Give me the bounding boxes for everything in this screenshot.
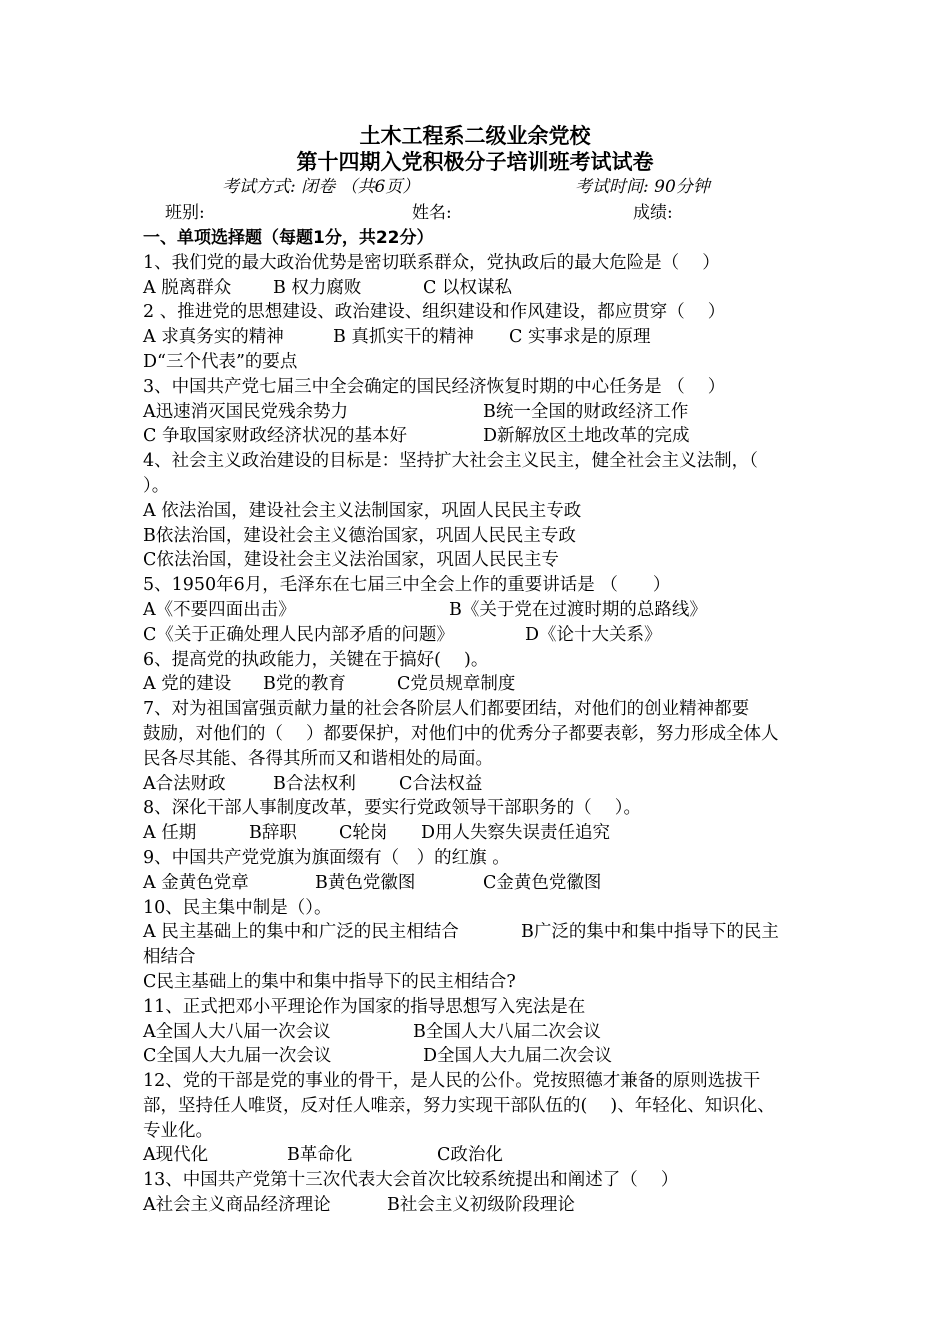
question-7-options xyxy=(143,772,813,797)
option-b: B 权力腐败 xyxy=(273,277,362,298)
option-a: A 脱离群众 xyxy=(143,277,232,298)
option-b-cont: 相结合 xyxy=(143,947,196,968)
question-5-options-ab xyxy=(143,598,813,623)
question-6: 6、提高党的执政能力，关键在于搞好( )。 xyxy=(143,649,489,670)
option-a: A迅速消灭国民党残余势力 xyxy=(143,401,349,422)
question-4: 4、社会主义政治建设的目标是：坚持扩大社会主义民主，健全社会主义法制，（ xyxy=(143,451,758,472)
exam-time: 考试时间: 90分钟 xyxy=(575,177,710,197)
option-c: C全国人大九届一次会议 xyxy=(143,1046,332,1067)
question-3-options-ab xyxy=(143,400,813,425)
option-c: C依法治国，建设社会主义法治国家，巩固人民民主专 xyxy=(143,550,559,571)
question-8-options xyxy=(143,821,813,846)
question-3: 3、中国共产党七届三中全会确定的国民经济恢复时期的中心任务是 （ ） xyxy=(143,376,726,397)
option-a: A 党的建设 xyxy=(143,674,232,695)
option-c: C民主基础上的集中和集中指导下的民主相结合? xyxy=(143,971,516,992)
question-5: 5、1950年6月，毛泽东在七届三中全会上作的重要讲话是 （ ） xyxy=(143,575,671,596)
option-b: B依法治国，建设社会主义德治国家，巩固人民民主专政 xyxy=(143,525,576,546)
option-a: A 任期 xyxy=(143,823,197,844)
score-field-label: 成绩: xyxy=(633,203,673,223)
question-9: 9、中国共产党党旗为旗面缀有（ ）的红旗 。 xyxy=(143,847,510,868)
option-a: A 民主基础上的集中和广泛的民主相结合 xyxy=(143,922,459,943)
exam-title-course: 第十四期入党积极分子培训班考试试卷 xyxy=(296,150,654,174)
question-8: 8、深化干部人事制度改革，要实行党政领导干部职务的（ ）。 xyxy=(143,798,641,819)
option-d: D用人失察失误责任追究 xyxy=(421,823,611,844)
question-1-options xyxy=(143,276,813,301)
option-b: B辞职 xyxy=(249,823,297,844)
name-field-label: 姓名: xyxy=(412,203,452,223)
question-12-cont: 部，坚持任人唯贤，反对任人唯亲，努力实现干部队伍的( )、年轻化、知识化、 xyxy=(143,1095,775,1116)
question-7-cont: 鼓励，对他们的（ ）都要保护，对他们中的优秀分子都要表彰，努力形成全体人 xyxy=(143,723,779,744)
option-a: A社会主义商品经济理论 xyxy=(143,1195,331,1216)
question-11: 11、正式把邓小平理论作为国家的指导思想写入宪法是在 xyxy=(143,996,586,1017)
option-a: A 求真务实的精神 xyxy=(143,327,284,348)
question-7: 7、对为祖国富强贡献力量的社会各阶层人们都要团结，对他们的创业精神都要 xyxy=(143,699,750,720)
question-7-cont: 民各尽其能、各得其所而又和谐相处的局面。 xyxy=(143,748,493,769)
option-b: B 真抓实干的精神 xyxy=(333,327,474,348)
option-b: B党的教育 xyxy=(263,674,346,695)
option-a: A合法财政 xyxy=(143,773,226,794)
option-b: B广泛的集中和集中指导下的民主 xyxy=(521,922,779,943)
option-d: D新解放区土地改革的完成 xyxy=(483,426,690,447)
exam-method: 考试方式: 闭卷 （共6页） xyxy=(222,177,420,197)
section-heading: 一、单项选择题（每题1分，共22分） xyxy=(143,228,434,248)
exam-body xyxy=(143,226,813,1218)
question-10-options-ab xyxy=(143,920,813,945)
question-13: 13、中国共产党第十三次代表大会首次比较系统提出和阐述了（ ） xyxy=(143,1170,679,1191)
option-b: B黄色党徽图 xyxy=(315,872,416,893)
option-b: B《关于党在过渡时期的总路线》 xyxy=(449,599,707,620)
question-4-cont: ）。 xyxy=(143,475,170,496)
option-a: A现代化 xyxy=(143,1145,209,1166)
question-12-cont: 专业化。 xyxy=(143,1120,213,1141)
option-b: B全国人大八届二次会议 xyxy=(413,1021,601,1042)
option-c: C轮岗 xyxy=(339,823,388,844)
option-a: A全国人大八届一次会议 xyxy=(143,1021,331,1042)
option-b: B革命化 xyxy=(287,1145,353,1166)
option-a: A 依法治国，建设社会主义法制国家，巩固人民民主专政 xyxy=(143,500,582,521)
question-3-options-cd xyxy=(143,424,813,449)
question-12-options xyxy=(143,1143,813,1168)
option-a: A《不要四面出击》 xyxy=(143,599,296,620)
option-d: D“三个代表”的要点 xyxy=(143,351,298,372)
option-c: C 争取国家财政经济状况的基本好 xyxy=(143,426,407,447)
question-13-options xyxy=(143,1193,813,1218)
option-c: C合法权益 xyxy=(399,773,483,794)
option-c: C 实事求是的原理 xyxy=(509,327,651,348)
exam-title-school: 土木工程系二级业余党校 xyxy=(359,124,591,148)
option-c: C《关于正确处理人民内部矛盾的问题》 xyxy=(143,624,454,645)
question-2-options xyxy=(143,325,813,350)
question-6-options xyxy=(143,672,813,697)
option-b: B合法权利 xyxy=(273,773,356,794)
question-12: 12、党的干部是党的事业的骨干，是人民的公仆。党按照德才兼备的原则选拔干 xyxy=(143,1071,761,1092)
option-a: A 金黄色党章 xyxy=(143,872,249,893)
option-c: C金黄色党徽图 xyxy=(483,872,602,893)
question-9-options xyxy=(143,871,813,896)
option-d: D《论十大关系》 xyxy=(525,624,662,645)
question-1: 1、我们党的最大政治优势是密切联系群众，党执政后的最大危险是（ ） xyxy=(143,252,720,273)
question-2: 2 、推进党的思想建设、政治建设、组织建设和作风建设，都应贯穿（ ） xyxy=(143,302,726,323)
question-11-options-ab xyxy=(143,1020,813,1045)
question-11-options-cd xyxy=(143,1044,813,1069)
option-c: C政治化 xyxy=(437,1145,503,1166)
question-10: 10、民主集中制是（）。 xyxy=(143,897,332,918)
option-b: B统一全国的财政经济工作 xyxy=(483,401,689,422)
question-5-options-cd xyxy=(143,623,813,648)
option-c: C 以权谋私 xyxy=(423,277,512,298)
option-d: D全国人大九届二次会议 xyxy=(423,1046,613,1067)
option-b: B社会主义初级阶段理论 xyxy=(387,1195,575,1216)
option-c: C党员规章制度 xyxy=(397,674,516,695)
class-field-label: 班别: xyxy=(165,203,205,223)
